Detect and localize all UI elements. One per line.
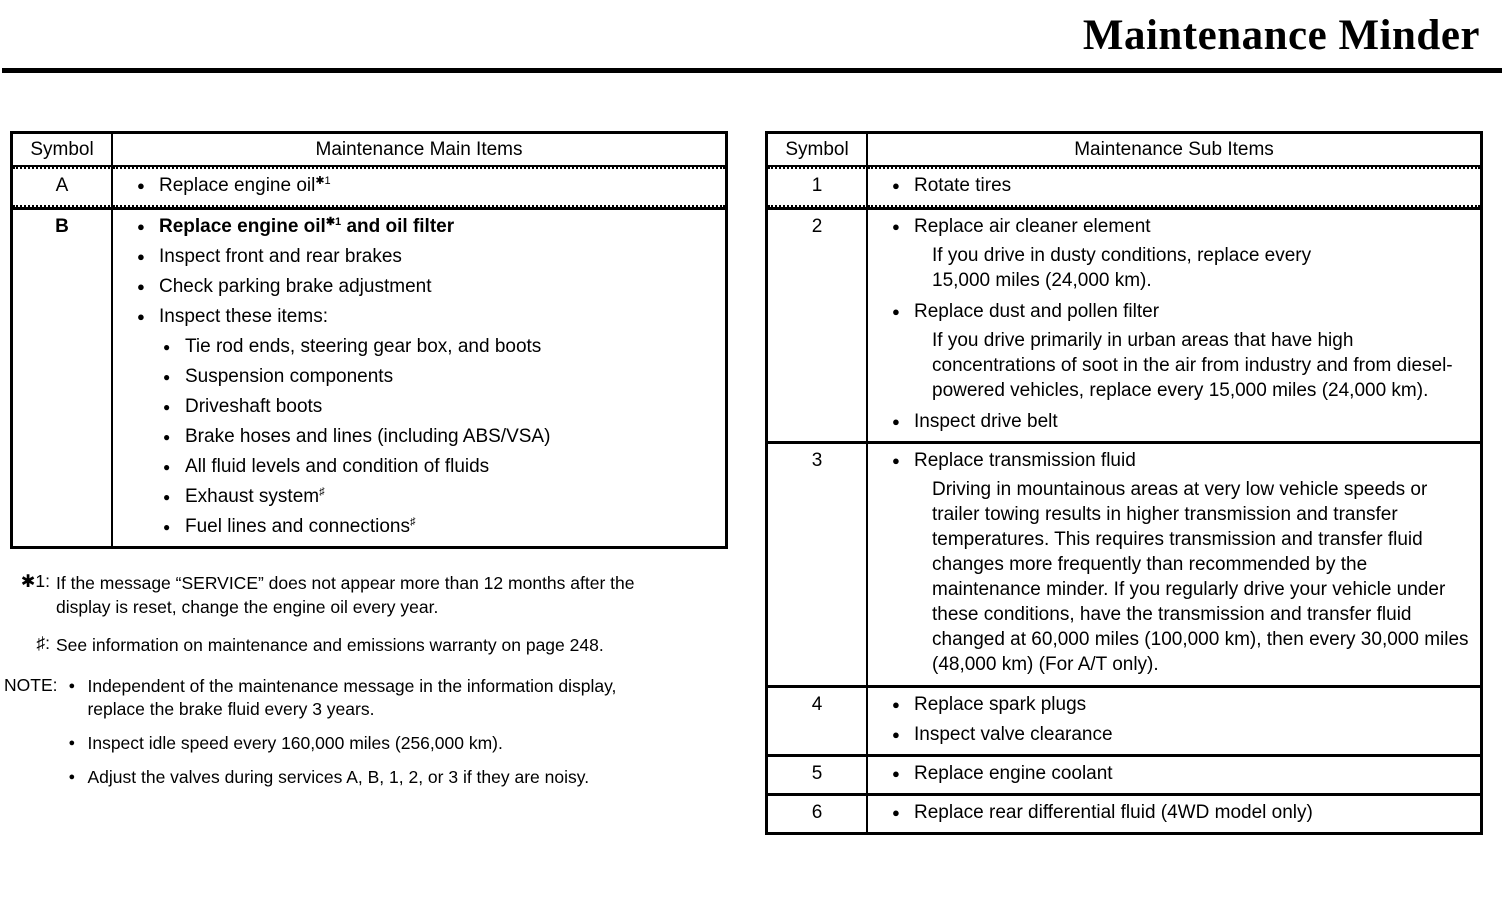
page-title: Maintenance Minder bbox=[1082, 12, 1480, 59]
sub-table-row-3 bbox=[768, 441, 1480, 685]
footnote-label: ✱1: bbox=[20, 571, 50, 591]
bullet-icon: ● bbox=[68, 737, 76, 749]
items-cell bbox=[868, 167, 1480, 207]
main-symbol-column-header: Symbol bbox=[13, 134, 113, 167]
item-text: Replace transmission fluid bbox=[914, 450, 1136, 471]
item-text: Check parking brake adjustment bbox=[159, 276, 432, 297]
title-rule bbox=[2, 68, 1502, 73]
main-table-row-a bbox=[13, 167, 725, 207]
items-cell bbox=[868, 207, 1480, 441]
sub-table-row-1 bbox=[768, 167, 1480, 207]
item-text: Tie rod ends, steering gear box, and boots bbox=[185, 336, 542, 357]
bullet-icon: ● bbox=[892, 414, 900, 429]
item-text bbox=[159, 171, 717, 201]
sub-table-row-6 bbox=[768, 793, 1480, 832]
list-item bbox=[137, 242, 717, 272]
sub-list-item bbox=[163, 482, 717, 512]
item-text bbox=[185, 482, 717, 512]
symbol-cell: 4 bbox=[768, 685, 868, 754]
bullet-icon: ● bbox=[68, 771, 76, 783]
items-cell bbox=[113, 167, 725, 207]
item-text-pre: Replace engine oil bbox=[159, 216, 326, 237]
symbol-cell: 2 bbox=[768, 207, 868, 441]
note-item bbox=[63, 732, 675, 755]
item-text-pre: Replace engine oil bbox=[159, 175, 316, 196]
sub-symbol-column-header: Symbol bbox=[768, 134, 868, 167]
list-item bbox=[892, 690, 1472, 720]
symbol-cell: A bbox=[13, 167, 113, 207]
list-item bbox=[892, 297, 1472, 327]
list-item bbox=[892, 171, 1472, 201]
items-cell bbox=[868, 793, 1480, 832]
note-text: Adjust the valves during services A, B, 1, 2, or 3 if they are noisy. bbox=[87, 767, 590, 787]
item-text-pre: Fuel lines and connections bbox=[185, 516, 410, 537]
note-item bbox=[63, 766, 675, 789]
item-text: Replace dust and pollen filter bbox=[914, 301, 1160, 322]
bullet-icon: ● bbox=[163, 490, 171, 504]
list-item bbox=[137, 212, 717, 242]
main-table-header-row bbox=[13, 134, 725, 167]
item-text: Driveshaft boots bbox=[185, 396, 323, 417]
items-cell bbox=[113, 207, 725, 546]
list-item bbox=[892, 446, 1472, 476]
note-item bbox=[63, 675, 675, 721]
sub-list-item bbox=[163, 332, 717, 362]
main-items-column-header: Maintenance Main Items bbox=[113, 134, 725, 167]
maintenance-main-items-table bbox=[10, 131, 728, 549]
item-text: Replace rear differential fluid (4WD model only) bbox=[914, 802, 1313, 823]
item-text: Inspect drive belt bbox=[914, 411, 1058, 432]
item-text: Inspect valve clearance bbox=[914, 724, 1113, 745]
main-table-row-b bbox=[13, 207, 725, 546]
items-cell bbox=[868, 441, 1480, 685]
item-text: Replace air cleaner element bbox=[914, 216, 1151, 237]
bullet-icon: ● bbox=[892, 304, 900, 319]
footnote-marker: ♯ bbox=[319, 486, 325, 498]
item-note: Driving in mountainous areas at very low vehicle speeds or trailer towing results in higher transmission and transfer temperatures. This requires transmission and transfer fluid changes more frequently than recommended by the maintenance minder. If you regularly drive your vehicle under these conditions, have the transmission and transfer fluid changed at 60,000 miles (100,000 km), then every 30,000 miles (48,000 km) (For A/T only). bbox=[932, 479, 1469, 675]
page-content bbox=[4, 131, 1483, 835]
footnote-marker: ✱1 bbox=[315, 175, 331, 187]
bullet-icon: ● bbox=[163, 370, 171, 384]
list-item bbox=[892, 798, 1472, 828]
bullet-icon: ● bbox=[892, 219, 900, 234]
bullet-icon: ● bbox=[163, 460, 171, 474]
note-text: Inspect idle speed every 160,000 miles (256,000 km). bbox=[87, 733, 503, 753]
bullet-icon: ● bbox=[163, 340, 171, 354]
bullet-icon: ● bbox=[892, 697, 900, 712]
item-text: Suspension components bbox=[185, 366, 394, 387]
list-item bbox=[137, 171, 717, 201]
note-list bbox=[63, 675, 675, 800]
footnote-note bbox=[4, 675, 728, 800]
item-text-post: and oil filter bbox=[341, 216, 455, 237]
symbol-cell: 5 bbox=[768, 754, 868, 793]
bullet-icon: ● bbox=[137, 279, 145, 294]
symbol-cell: 1 bbox=[768, 167, 868, 207]
footnote-label: ♯: bbox=[36, 633, 50, 653]
item-text: Brake hoses and lines (including ABS/VSA) bbox=[185, 426, 551, 447]
items-cell bbox=[868, 685, 1480, 754]
sub-table-row-4 bbox=[768, 685, 1480, 754]
footnote-asterisk1 bbox=[4, 571, 728, 619]
footnotes bbox=[4, 571, 728, 800]
note-text: Independent of the maintenance message in the information display, replace the brake fluid every 3 years. bbox=[87, 676, 617, 719]
left-column bbox=[4, 131, 728, 835]
list-item bbox=[892, 407, 1472, 437]
item-text: All fluid levels and condition of fluids bbox=[185, 456, 490, 477]
item-text: Inspect these items: bbox=[159, 306, 328, 327]
sub-item-list bbox=[163, 332, 717, 542]
item-text: Replace engine coolant bbox=[914, 763, 1113, 784]
bullet-icon: ● bbox=[892, 727, 900, 742]
item-text-pre: Exhaust system bbox=[185, 486, 320, 507]
bullet-icon: ● bbox=[892, 178, 900, 193]
item-note: If you drive primarily in urban areas that have high concentrations of soot in the air from industry and from diesel-powered vehicles, replace every 15,000 miles (24,000 km). bbox=[932, 330, 1453, 401]
footnote-text: If the message “SERVICE” does not appear more than 12 months after the display is reset, change the engine oil every year. bbox=[56, 573, 635, 617]
maintenance-sub-items-table bbox=[765, 131, 1483, 835]
sub-table-header-row bbox=[768, 134, 1480, 167]
symbol-cell: 6 bbox=[768, 793, 868, 832]
list-item bbox=[892, 720, 1472, 750]
bullet-icon: ● bbox=[137, 219, 145, 234]
item-text bbox=[185, 512, 717, 542]
footnote-sharp bbox=[4, 633, 728, 657]
bullet-icon: ● bbox=[892, 766, 900, 781]
sub-table-row-2 bbox=[768, 207, 1480, 441]
symbol-cell: 3 bbox=[768, 441, 868, 685]
item-text: Inspect front and rear brakes bbox=[159, 246, 402, 267]
sub-table-row-5 bbox=[768, 754, 1480, 793]
sub-list-item bbox=[163, 452, 717, 482]
note-label: NOTE: bbox=[4, 675, 58, 695]
items-cell bbox=[868, 754, 1480, 793]
list-item bbox=[137, 302, 717, 332]
bullet-icon: ● bbox=[137, 178, 145, 193]
symbol-cell: B bbox=[13, 207, 113, 546]
bullet-icon: ● bbox=[892, 805, 900, 820]
bullet-icon: ● bbox=[163, 400, 171, 414]
footnote-text: See information on maintenance and emissions warranty on page 248. bbox=[56, 635, 604, 655]
item-text bbox=[159, 212, 717, 242]
sub-items-column-header: Maintenance Sub Items bbox=[868, 134, 1480, 167]
footnote-marker: ✱1 bbox=[325, 216, 342, 228]
item-text: Rotate tires bbox=[914, 175, 1012, 196]
sub-list-item bbox=[163, 392, 717, 422]
sub-list-item bbox=[163, 362, 717, 392]
sub-list-item bbox=[163, 512, 717, 542]
item-text: Replace spark plugs bbox=[914, 694, 1087, 715]
bullet-icon: ● bbox=[137, 309, 145, 324]
bullet-icon: ● bbox=[163, 520, 171, 534]
bullet-icon: ● bbox=[68, 680, 76, 692]
list-item bbox=[892, 759, 1472, 789]
list-item bbox=[137, 272, 717, 302]
list-item bbox=[892, 212, 1472, 242]
sub-list-item bbox=[163, 422, 717, 452]
bullet-icon: ● bbox=[163, 430, 171, 444]
right-column bbox=[765, 131, 1483, 835]
item-note: If you drive in dusty conditions, replace every 15,000 miles (24,000 km). bbox=[932, 245, 1312, 291]
bullet-icon: ● bbox=[892, 453, 900, 468]
bullet-icon: ● bbox=[137, 249, 145, 264]
footnote-marker: ♯ bbox=[409, 516, 416, 528]
